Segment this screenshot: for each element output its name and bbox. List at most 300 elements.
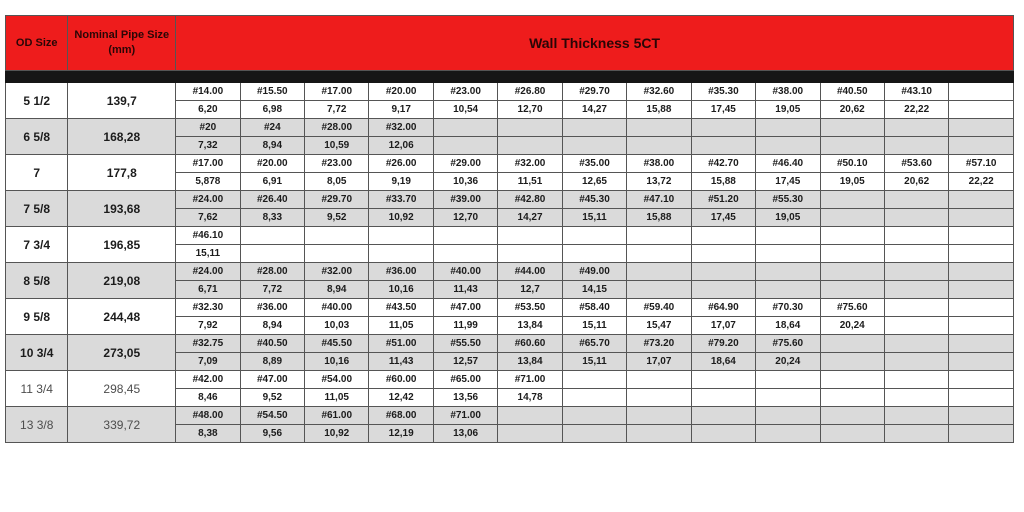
weight-cell <box>691 119 755 137</box>
wall-thickness-cell: 20,62 <box>884 173 948 191</box>
weight-cell: #71.00 <box>433 407 497 425</box>
wall-thickness-cell: 7,09 <box>176 353 240 371</box>
weight-cell: #46.10 <box>176 227 240 245</box>
size-row-weights <box>6 407 1014 425</box>
weight-cell: #28.00 <box>240 263 304 281</box>
wall-thickness-cell <box>240 245 304 263</box>
weight-cell <box>369 227 433 245</box>
weight-cell: #53.50 <box>498 299 562 317</box>
wall-thickness-cell: 15,88 <box>627 209 691 227</box>
weight-cell: #35.00 <box>562 155 626 173</box>
wall-thickness-cell: 5,878 <box>176 173 240 191</box>
wall-thickness-cell: 11,43 <box>433 281 497 299</box>
od-size-cell: 7 5/8 <box>6 191 68 227</box>
weight-cell <box>949 299 1014 317</box>
weight-cell: #57.10 <box>949 155 1014 173</box>
weight-cell: #39.00 <box>433 191 497 209</box>
wall-thickness-cell: 10,92 <box>369 209 433 227</box>
weight-cell <box>949 119 1014 137</box>
wall-thickness-cell <box>498 137 562 155</box>
weight-cell <box>240 227 304 245</box>
weight-cell: #29.00 <box>433 155 497 173</box>
weight-cell: #50.10 <box>820 155 884 173</box>
weight-cell: #32.30 <box>176 299 240 317</box>
weight-cell: #29.70 <box>305 191 369 209</box>
wall-thickness-cell: 12,65 <box>562 173 626 191</box>
weight-cell: #40.50 <box>240 335 304 353</box>
wall-thickness-cell: 15,11 <box>176 245 240 263</box>
size-row-weights <box>6 299 1014 317</box>
header-row <box>6 16 1014 71</box>
wall-thickness-cell: 12,7 <box>498 281 562 299</box>
wall-thickness-cell <box>884 209 948 227</box>
weight-cell <box>562 407 626 425</box>
wall-thickness-cell: 11,51 <box>498 173 562 191</box>
wall-thickness-cell <box>884 389 948 407</box>
od-size-header: OD Size <box>6 16 68 71</box>
wall-thickness-cell: 6,71 <box>176 281 240 299</box>
weight-cell: #58.40 <box>562 299 626 317</box>
weight-cell: #54.00 <box>305 371 369 389</box>
wall-thickness-cell <box>820 281 884 299</box>
wall-thickness-cell: 10,92 <box>305 425 369 443</box>
wall-thickness-cell: 8,94 <box>305 281 369 299</box>
wall-thickness-cell <box>691 425 755 443</box>
wall-thickness-cell: 10,16 <box>369 281 433 299</box>
nominal-mm-cell: 177,8 <box>68 155 176 191</box>
wall-thickness-cell: 14,27 <box>498 209 562 227</box>
wall-thickness-cell: 8,33 <box>240 209 304 227</box>
wall-thickness-cell: 9,52 <box>305 209 369 227</box>
weight-cell <box>627 263 691 281</box>
weight-cell: #43.50 <box>369 299 433 317</box>
wall-thickness-cell: 13,84 <box>498 317 562 335</box>
weight-cell <box>691 407 755 425</box>
weight-cell: #49.00 <box>562 263 626 281</box>
weight-cell: #51.20 <box>691 191 755 209</box>
weight-cell <box>820 335 884 353</box>
wall-thickness-sheet <box>5 15 1014 443</box>
wall-thickness-cell: 15,11 <box>562 353 626 371</box>
weight-cell: #64.90 <box>691 299 755 317</box>
weight-cell: #17.00 <box>176 155 240 173</box>
nominal-mm-cell: 139,7 <box>68 83 176 119</box>
wall-thickness-cell: 17,45 <box>691 101 755 119</box>
weight-cell <box>756 119 820 137</box>
weight-cell: #32.00 <box>305 263 369 281</box>
weight-cell: #26.00 <box>369 155 433 173</box>
weight-cell <box>949 335 1014 353</box>
weight-cell: #26.40 <box>240 191 304 209</box>
weight-cell: #45.30 <box>562 191 626 209</box>
wall-thickness-cell <box>949 137 1014 155</box>
wall-thickness-cell: 10,36 <box>433 173 497 191</box>
weight-cell <box>949 227 1014 245</box>
od-size-cell: 11 3/4 <box>6 371 68 407</box>
weight-cell: #23.00 <box>305 155 369 173</box>
wall-thickness-cell <box>884 137 948 155</box>
weight-cell: #60.00 <box>369 371 433 389</box>
wall-thickness-cell <box>562 137 626 155</box>
weight-cell: #35.30 <box>691 83 755 101</box>
weight-cell: #29.70 <box>562 83 626 101</box>
wall-thickness-cell <box>949 317 1014 335</box>
weight-cell <box>949 371 1014 389</box>
weight-cell: #44.00 <box>498 263 562 281</box>
weight-cell <box>820 119 884 137</box>
wall-thickness-cell: 8,94 <box>240 137 304 155</box>
wall-thickness-cell <box>884 425 948 443</box>
wall-thickness-cell <box>691 281 755 299</box>
wall-thickness-cell <box>820 137 884 155</box>
weight-cell <box>820 407 884 425</box>
wall-thickness-cell: 6,20 <box>176 101 240 119</box>
weight-cell <box>691 227 755 245</box>
wall-thickness-cell <box>627 425 691 443</box>
wall-thickness-cell: 14,15 <box>562 281 626 299</box>
wall-thickness-cell: 13,72 <box>627 173 691 191</box>
weight-cell <box>884 335 948 353</box>
weight-cell: #47.10 <box>627 191 691 209</box>
weight-cell: #61.00 <box>305 407 369 425</box>
nominal-mm-cell: 219,08 <box>68 263 176 299</box>
wall-thickness-cell <box>756 389 820 407</box>
wall-thickness-cell: 20,24 <box>756 353 820 371</box>
nominal-mm-cell: 193,68 <box>68 191 176 227</box>
wall-thickness-cell: 15,11 <box>562 317 626 335</box>
weight-cell: #43.10 <box>884 83 948 101</box>
nominal-mm-cell: 273,05 <box>68 335 176 371</box>
divider-band-cell <box>6 71 1014 83</box>
weight-cell: #17.00 <box>305 83 369 101</box>
weight-cell: #65.70 <box>562 335 626 353</box>
weight-cell: #65.00 <box>433 371 497 389</box>
weight-cell: #36.00 <box>369 263 433 281</box>
weight-cell <box>756 407 820 425</box>
wall-thickness-cell: 8,46 <box>176 389 240 407</box>
wall-thickness-cell: 20,62 <box>820 101 884 119</box>
wall-thickness-cell: 11,05 <box>369 317 433 335</box>
wall-thickness-cell: 13,84 <box>498 353 562 371</box>
wall-thickness-cell: 12,57 <box>433 353 497 371</box>
weight-cell: #24 <box>240 119 304 137</box>
weight-cell: #28.00 <box>305 119 369 137</box>
od-size-cell: 7 <box>6 155 68 191</box>
nominal-mm-cell: 168,28 <box>68 119 176 155</box>
size-row-weights <box>6 335 1014 353</box>
weight-cell: #20.00 <box>240 155 304 173</box>
weight-cell <box>627 227 691 245</box>
wall-thickness-cell: 12,42 <box>369 389 433 407</box>
wall-thickness-cell <box>884 317 948 335</box>
wall-thickness-cell <box>433 137 497 155</box>
weight-cell: #38.00 <box>627 155 691 173</box>
weight-cell: #59.40 <box>627 299 691 317</box>
weight-cell <box>433 227 497 245</box>
weight-cell <box>691 371 755 389</box>
wall-thickness-cell: 10,54 <box>433 101 497 119</box>
weight-cell: #40.00 <box>305 299 369 317</box>
wall-thickness-cell <box>562 425 626 443</box>
wall-thickness-cell <box>756 425 820 443</box>
wall-thickness-cell <box>949 389 1014 407</box>
weight-cell: #42.00 <box>176 371 240 389</box>
wall-thickness-cell: 8,89 <box>240 353 304 371</box>
weight-cell <box>562 119 626 137</box>
wall-thickness-cell: 15,88 <box>627 101 691 119</box>
wall-thickness-cell: 18,64 <box>691 353 755 371</box>
wall-thickness-cell: 20,24 <box>820 317 884 335</box>
weight-cell <box>627 119 691 137</box>
size-row-weights <box>6 155 1014 173</box>
wall-thickness-cell <box>820 209 884 227</box>
wall-thickness-cell <box>949 281 1014 299</box>
weight-cell: #20.00 <box>369 83 433 101</box>
weight-cell: #75.60 <box>756 335 820 353</box>
weight-cell: #55.50 <box>433 335 497 353</box>
wall-thickness-cell <box>691 245 755 263</box>
wall-thickness-cell: 17,45 <box>756 173 820 191</box>
wall-thickness-cell <box>884 245 948 263</box>
weight-cell: #20 <box>176 119 240 137</box>
weight-cell <box>884 407 948 425</box>
wall-thickness-cell: 14,27 <box>562 101 626 119</box>
wall-thickness-cell: 9,19 <box>369 173 433 191</box>
wall-thickness-cell <box>691 137 755 155</box>
wall-thickness-cell: 8,38 <box>176 425 240 443</box>
weight-cell <box>820 371 884 389</box>
wall-thickness-cell: 10,16 <box>305 353 369 371</box>
weight-cell: #32.60 <box>627 83 691 101</box>
wall-thickness-cell: 9,17 <box>369 101 433 119</box>
wall-thickness-cell: 7,32 <box>176 137 240 155</box>
weight-cell: #24.00 <box>176 263 240 281</box>
weight-cell: #40.00 <box>433 263 497 281</box>
weight-cell <box>949 191 1014 209</box>
weight-cell: #53.60 <box>884 155 948 173</box>
od-size-cell: 10 3/4 <box>6 335 68 371</box>
weight-cell: #32.00 <box>369 119 433 137</box>
weight-cell: #23.00 <box>433 83 497 101</box>
wall-thickness-cell <box>756 245 820 263</box>
weight-cell <box>756 371 820 389</box>
weight-cell: #55.30 <box>756 191 820 209</box>
table-title: Wall Thickness 5CT <box>176 16 1014 71</box>
weight-cell: #70.30 <box>756 299 820 317</box>
wall-thickness-cell: 8,94 <box>240 317 304 335</box>
wall-thickness-cell <box>627 137 691 155</box>
wall-thickness-cell <box>691 389 755 407</box>
wall-thickness-cell <box>949 425 1014 443</box>
wall-thickness-cell: 14,78 <box>498 389 562 407</box>
wall-thickness-cell: 13,06 <box>433 425 497 443</box>
wall-thickness-cell <box>949 101 1014 119</box>
weight-cell <box>949 83 1014 101</box>
size-row-weights <box>6 227 1014 245</box>
weight-cell <box>820 191 884 209</box>
nominal-size-header <box>68 16 176 71</box>
weight-cell: #68.00 <box>369 407 433 425</box>
wall-thickness-cell: 10,03 <box>305 317 369 335</box>
weight-cell: #75.60 <box>820 299 884 317</box>
wall-thickness-cell <box>949 209 1014 227</box>
wall-thickness-cell <box>756 281 820 299</box>
od-size-cell: 8 5/8 <box>6 263 68 299</box>
wall-thickness-cell <box>627 281 691 299</box>
od-size-cell: 6 5/8 <box>6 119 68 155</box>
weight-cell: #38.00 <box>756 83 820 101</box>
weight-cell <box>884 263 948 281</box>
wall-thickness-cell: 17,07 <box>691 317 755 335</box>
weight-cell <box>949 407 1014 425</box>
wall-thickness-cell <box>884 353 948 371</box>
wall-thickness-cell: 22,22 <box>949 173 1014 191</box>
size-row-weights <box>6 191 1014 209</box>
wall-thickness-cell: 11,05 <box>305 389 369 407</box>
wall-thickness-cell: 19,05 <box>756 209 820 227</box>
weight-cell: #32.75 <box>176 335 240 353</box>
weight-cell: #73.20 <box>627 335 691 353</box>
nominal-mm-cell: 196,85 <box>68 227 176 263</box>
wall-thickness-cell: 15,88 <box>691 173 755 191</box>
wall-thickness-table <box>5 15 1014 443</box>
wall-thickness-cell: 19,05 <box>820 173 884 191</box>
weight-cell <box>433 119 497 137</box>
wall-thickness-cell <box>627 245 691 263</box>
wall-thickness-cell <box>305 245 369 263</box>
weight-cell: #79.20 <box>691 335 755 353</box>
weight-cell <box>627 371 691 389</box>
weight-cell <box>884 299 948 317</box>
weight-cell <box>884 227 948 245</box>
weight-cell: #60.60 <box>498 335 562 353</box>
weight-cell <box>305 227 369 245</box>
weight-cell: #54.50 <box>240 407 304 425</box>
wall-thickness-cell <box>627 389 691 407</box>
weight-cell <box>498 407 562 425</box>
weight-cell: #24.00 <box>176 191 240 209</box>
weight-cell: #47.00 <box>433 299 497 317</box>
weight-cell: #32.00 <box>498 155 562 173</box>
nominal-size-header-line1: Nominal Pipe Size <box>74 29 170 41</box>
od-size-cell: 13 3/8 <box>6 407 68 443</box>
weight-cell <box>884 371 948 389</box>
wall-thickness-cell <box>949 245 1014 263</box>
size-row-weights <box>6 371 1014 389</box>
wall-thickness-cell: 12,06 <box>369 137 433 155</box>
wall-thickness-cell <box>820 425 884 443</box>
wall-thickness-cell: 6,91 <box>240 173 304 191</box>
weight-cell: #36.00 <box>240 299 304 317</box>
weight-cell: #42.80 <box>498 191 562 209</box>
wall-thickness-cell: 9,52 <box>240 389 304 407</box>
od-size-cell: 7 3/4 <box>6 227 68 263</box>
size-row-weights <box>6 83 1014 101</box>
wall-thickness-cell <box>562 389 626 407</box>
weight-cell: #51.00 <box>369 335 433 353</box>
nominal-size-header-line2: (mm) <box>108 44 136 56</box>
wall-thickness-cell: 12,19 <box>369 425 433 443</box>
wall-thickness-cell <box>369 245 433 263</box>
weight-cell: #40.50 <box>820 83 884 101</box>
header-divider-band <box>6 71 1014 83</box>
weight-cell <box>627 407 691 425</box>
wall-thickness-cell: 11,99 <box>433 317 497 335</box>
weight-cell: #14.00 <box>176 83 240 101</box>
wall-thickness-cell <box>884 281 948 299</box>
wall-thickness-cell: 15,47 <box>627 317 691 335</box>
weight-cell <box>562 371 626 389</box>
weight-cell: #45.50 <box>305 335 369 353</box>
size-row-weights <box>6 119 1014 137</box>
wall-thickness-cell: 9,56 <box>240 425 304 443</box>
weight-cell <box>884 119 948 137</box>
wall-thickness-cell: 15,11 <box>562 209 626 227</box>
wall-thickness-cell <box>820 245 884 263</box>
wall-thickness-cell: 8,05 <box>305 173 369 191</box>
wall-thickness-cell: 19,05 <box>756 101 820 119</box>
nominal-mm-cell: 339,72 <box>68 407 176 443</box>
wall-thickness-cell: 17,07 <box>627 353 691 371</box>
weight-cell <box>498 227 562 245</box>
wall-thickness-cell: 11,43 <box>369 353 433 371</box>
wall-thickness-cell: 12,70 <box>433 209 497 227</box>
wall-thickness-cell <box>498 245 562 263</box>
od-size-cell: 9 5/8 <box>6 299 68 335</box>
wall-thickness-cell <box>498 425 562 443</box>
wall-thickness-cell: 7,72 <box>305 101 369 119</box>
weight-cell <box>562 227 626 245</box>
wall-thickness-cell: 7,62 <box>176 209 240 227</box>
wall-thickness-cell <box>820 353 884 371</box>
wall-thickness-cell <box>562 245 626 263</box>
wall-thickness-cell: 7,72 <box>240 281 304 299</box>
nominal-mm-cell: 298,45 <box>68 371 176 407</box>
weight-cell: #71.00 <box>498 371 562 389</box>
weight-cell: #15.50 <box>240 83 304 101</box>
weight-cell <box>949 263 1014 281</box>
weight-cell <box>884 191 948 209</box>
wall-thickness-cell <box>949 353 1014 371</box>
weight-cell <box>498 119 562 137</box>
wall-thickness-cell: 10,59 <box>305 137 369 155</box>
size-row-weights <box>6 263 1014 281</box>
weight-cell: #47.00 <box>240 371 304 389</box>
weight-cell <box>756 227 820 245</box>
wall-thickness-cell <box>433 245 497 263</box>
weight-cell: #42.70 <box>691 155 755 173</box>
wall-thickness-cell: 22,22 <box>884 101 948 119</box>
weight-cell <box>756 263 820 281</box>
od-size-cell: 5 1/2 <box>6 83 68 119</box>
wall-thickness-cell: 12,70 <box>498 101 562 119</box>
weight-cell <box>820 227 884 245</box>
wall-thickness-cell: 6,98 <box>240 101 304 119</box>
wall-thickness-cell: 13,56 <box>433 389 497 407</box>
wall-thickness-cell: 18,64 <box>756 317 820 335</box>
wall-thickness-cell: 7,92 <box>176 317 240 335</box>
weight-cell: #33.70 <box>369 191 433 209</box>
wall-thickness-cell <box>820 389 884 407</box>
weight-cell: #48.00 <box>176 407 240 425</box>
wall-thickness-cell: 17,45 <box>691 209 755 227</box>
weight-cell <box>820 263 884 281</box>
nominal-mm-cell: 244,48 <box>68 299 176 335</box>
weight-cell <box>691 263 755 281</box>
weight-cell: #46.40 <box>756 155 820 173</box>
weight-cell: #26.80 <box>498 83 562 101</box>
wall-thickness-cell <box>756 137 820 155</box>
